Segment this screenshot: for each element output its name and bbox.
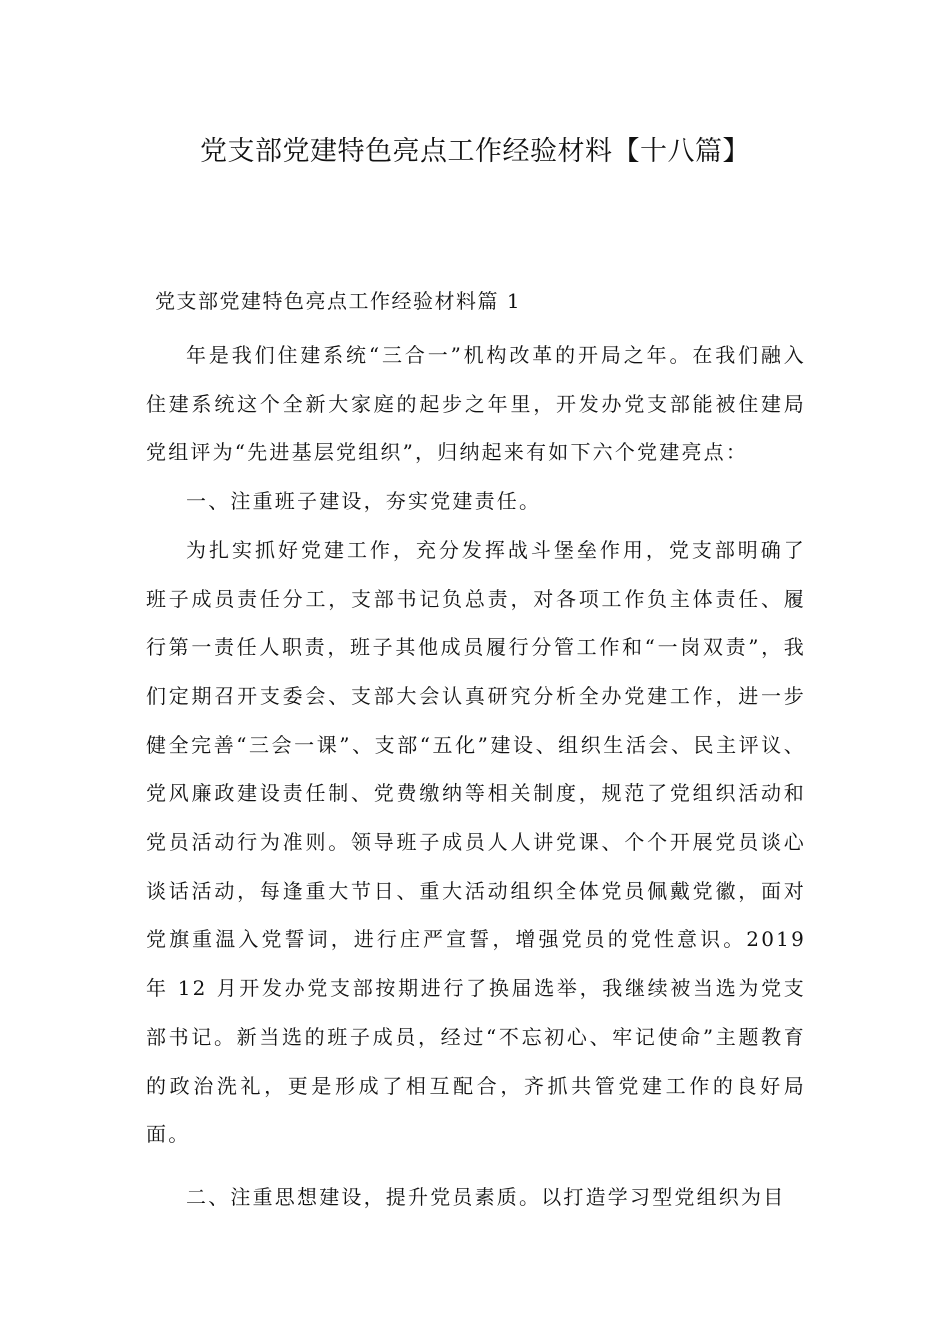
paragraph-heading-1: 一、注重班子建设，夯实党建责任。	[186, 489, 542, 514]
paragraph-intro: 年是我们住建系统“三合一”机构改革的开局之年。在我们融入住建系统这个全新大家庭的起步之年里，开发办党支部能被住建局党组评为“先进基层党组织”，归纳起来有如下六个党建亮点：	[146, 343, 806, 465]
section-title: 党支部党建特色亮点工作经验材料篇 1	[155, 289, 522, 313]
paragraph-heading-2: 二、注重思想建设，提升党员素质。以打造学习型党组织为目	[186, 1184, 786, 1209]
document-body	[146, 331, 806, 1222]
document-title: 党支部党建特色亮点工作经验材料【十八篇】	[200, 136, 750, 167]
paragraph-team-building: 为扎实抓好党建工作，充分发挥战斗堡垒作用，党支部明确了班子成员责任分工，支部书记负总责，对各项工作负主体责任、履行第一责任人职责，班子其他成员履行分管工作和“一岗双责”，我们定期召开支委会、支部大会认真研究分析全办党建工作，进一步健全完善“三会一课”、支部“五化”建设、组织生活会、民主评议、党风廉政建设责任制、党费缴纳等相关制度，规范了党组织活动和党员活动行为准则。领导班子成员人人讲党课、个个开展党员谈心谈话活动，每逢重大节日、重大活动组织全体党员佩戴党徽，面对党旗重温入党誓词，进行庄严宣誓，增强党员的党性意识。2019 年 12 月开发办党支部按期进行了换届选举，我继续被当选为党支部书记。新当选的班子成员，经过“不忘初心、牢记使命”主题教育的政治洗礼，更是形成了相互配合，齐抓共管党建工作的良好局面。	[146, 537, 806, 1147]
